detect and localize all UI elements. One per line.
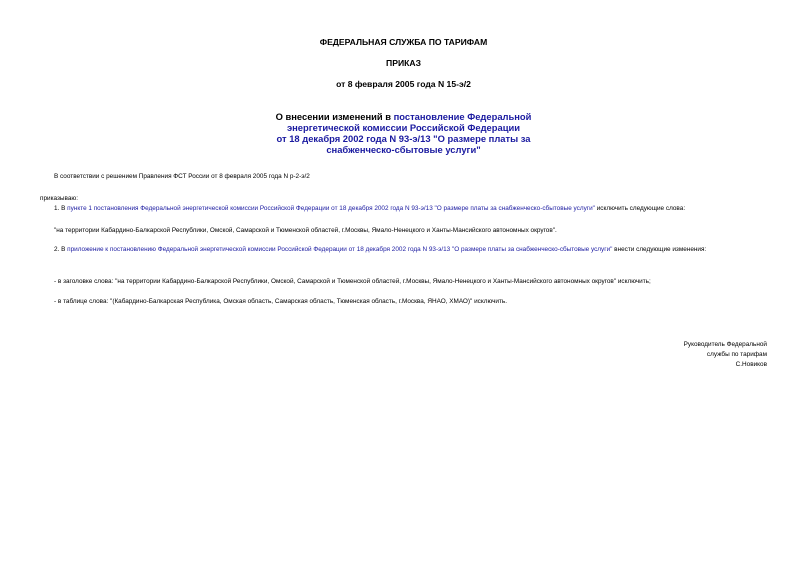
subject-link-line4[interactable]: снабженческо-сбытовые услуги": [326, 144, 481, 155]
item-2-link[interactable]: приложение к постановлению Федеральной энергетической комиссии Российской Федерации от 18 декабря 2002 года N 93-э/13 "О размере платы за снабженческо-сбытовые услуги": [67, 246, 613, 253]
preamble: В соответствии с решением Правления ФСТ России от 8 февраля 2005 года N р-2-э/2: [54, 173, 310, 180]
item-2-suffix: внести следующие изменения:: [612, 246, 707, 253]
signature-position-line1: Руководитель Федеральной: [683, 341, 767, 348]
item-2-bullet-2: - в таблице слова: "(Кабардино-Балкарская Республика, Омская область, Самарская область, Тюменская область, г.Москва, ЯНАО, ХМАО)" исключить.: [54, 298, 508, 305]
signature-position-line2: службы по тарифам: [706, 351, 767, 358]
subject-prefix: О внесении изменений в: [275, 111, 394, 122]
subject-link-line1[interactable]: постановление Федеральной: [393, 111, 532, 122]
subject-line4: [0, 144, 807, 156]
item-1-suffix: исключить следующие слова:: [594, 205, 686, 212]
item-2-prefix: 2. В: [54, 246, 68, 253]
order-word: приказываю:: [40, 195, 78, 202]
subject-heading: [0, 111, 807, 123]
item-1-quote: "на территории Кабардино-Балкарской Республики, Омской, Самарской и Тюменской областей, г.Москвы, Ямало-Ненецкого и Ханты-Мансийского автономных округов".: [54, 227, 557, 234]
subject-link-line2[interactable]: энергетической комиссии Российской Федерации: [286, 122, 521, 133]
item-1: [54, 204, 784, 213]
subject-link-line3[interactable]: от 18 декабря 2002 года N 93-э/13 "О размере платы за: [276, 133, 531, 144]
document-type: ПРИКАЗ: [386, 58, 421, 68]
subject-line3: [0, 133, 807, 145]
item-2-bullet-1: - в заголовке слова: "на территории Кабардино-Балкарской Республики, Омской, Самарской и Тюменской областей, г.Москвы, Ямало-Ненецкого и Ханты-Мансийского автономных округов" исключить;: [54, 278, 651, 285]
item-2: [40, 245, 769, 254]
item-1-link[interactable]: пункте 1 постановления Федеральной энергетической комиссии Российской Федерации от 18 декабря 2002 года N 93-э/13 "О размере платы за снабженческо-сбытовые услуги": [67, 205, 595, 212]
subject-line2: [0, 122, 807, 134]
item-1-prefix: 1. В: [54, 205, 68, 212]
signature-name: С.Новиков: [735, 361, 767, 368]
agency-title: ФЕДЕРАЛЬНАЯ СЛУЖБА ПО ТАРИФАМ: [319, 37, 488, 47]
document-date-number: от 8 февраля 2005 года N 15-э/2: [336, 79, 471, 89]
